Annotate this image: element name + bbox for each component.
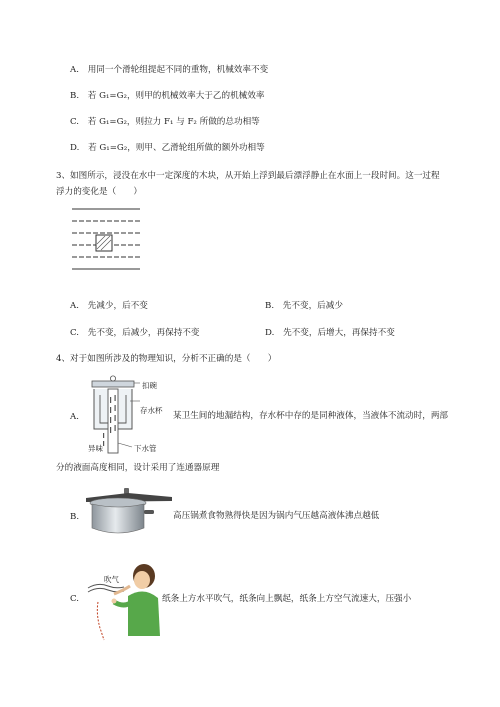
pressure-cooker-image: [84, 485, 174, 540]
fig-label-blow: 吹气: [104, 575, 119, 584]
option-text: 若 G₁=G₂，则甲、乙滑轮组所做的额外功相等: [88, 143, 265, 153]
option-text: 若 G₁=G₂，则甲的机械效率大于乙的机械效率: [87, 91, 265, 101]
q4-option-a-text-line1: 某卫生间的地漏结构，存水杯中存的是同种液体，当液体不流动时，两部: [173, 411, 449, 421]
q3-option-d: [265, 327, 395, 339]
q3-option-b: [265, 300, 343, 312]
option-letter: D.: [265, 328, 275, 338]
option-text: 先不变，后减少: [282, 301, 343, 311]
option-letter: B.: [70, 91, 80, 101]
q3-stem-line2: 浮力的变化是（ ）: [56, 187, 142, 197]
q4-option-a-text-line2: 分的液面高度相同，设计采用了连通器原理: [56, 463, 220, 473]
option-letter: C.: [70, 328, 80, 338]
child-blowing-paper-image: [84, 562, 164, 642]
option-text: 先减少，后不变: [87, 301, 148, 311]
q4-option-b-letter: B.: [70, 512, 80, 522]
fig-label-top: 扣碗: [142, 381, 157, 390]
q4-option-c-letter: C.: [70, 594, 80, 604]
q4-option-c-text: 纸条上方水平吹气，纸条向上飘起，纸条上方空气流速大，压强小: [162, 594, 412, 604]
option-letter: A.: [70, 301, 79, 311]
fig-label-smell: 异味: [88, 444, 103, 453]
option-text: 用同一个滑轮组提起不同的重物，机械效率不变: [87, 65, 269, 75]
q2-option-a: [70, 64, 268, 76]
option-text: 先不变，后减少，再保持不变: [87, 328, 200, 338]
q3-option-c: [70, 327, 199, 339]
q4-stem: 4、对于如图所涉及的物理知识，分析不正确的是（ ）: [56, 354, 277, 364]
option-letter: D.: [70, 143, 80, 153]
q3-option-a: [70, 300, 148, 312]
option-letter: C.: [70, 117, 80, 127]
option-letter: B.: [265, 301, 275, 311]
q3-stem-line1: 3、如图所示，浸没在水中一定深度的木块，从开始上浮到最后漂浮静止在水面上一段时间。这一过程: [56, 171, 440, 181]
option-letter: A.: [70, 65, 79, 75]
q2-option-b: [70, 90, 264, 102]
option-text: 若 G₁=G₂，则拉力 F₁ 与 F₂ 所做的总功相等: [87, 117, 260, 127]
fig-label-cup: 存水杯: [140, 406, 163, 415]
option-text: 先不变，后增大，再保持不变: [283, 328, 395, 338]
q4-option-a-letter: A.: [70, 412, 79, 422]
q2-option-c: [70, 116, 260, 128]
q2-option-d: [70, 142, 265, 154]
q4-option-b-text: 高压锅煮食物熟得快是因为锅内气压越高液体沸点越低: [173, 511, 380, 521]
wood-block-in-water-figure: [72, 204, 144, 274]
fig-label-pipe: 下水管: [134, 444, 157, 453]
